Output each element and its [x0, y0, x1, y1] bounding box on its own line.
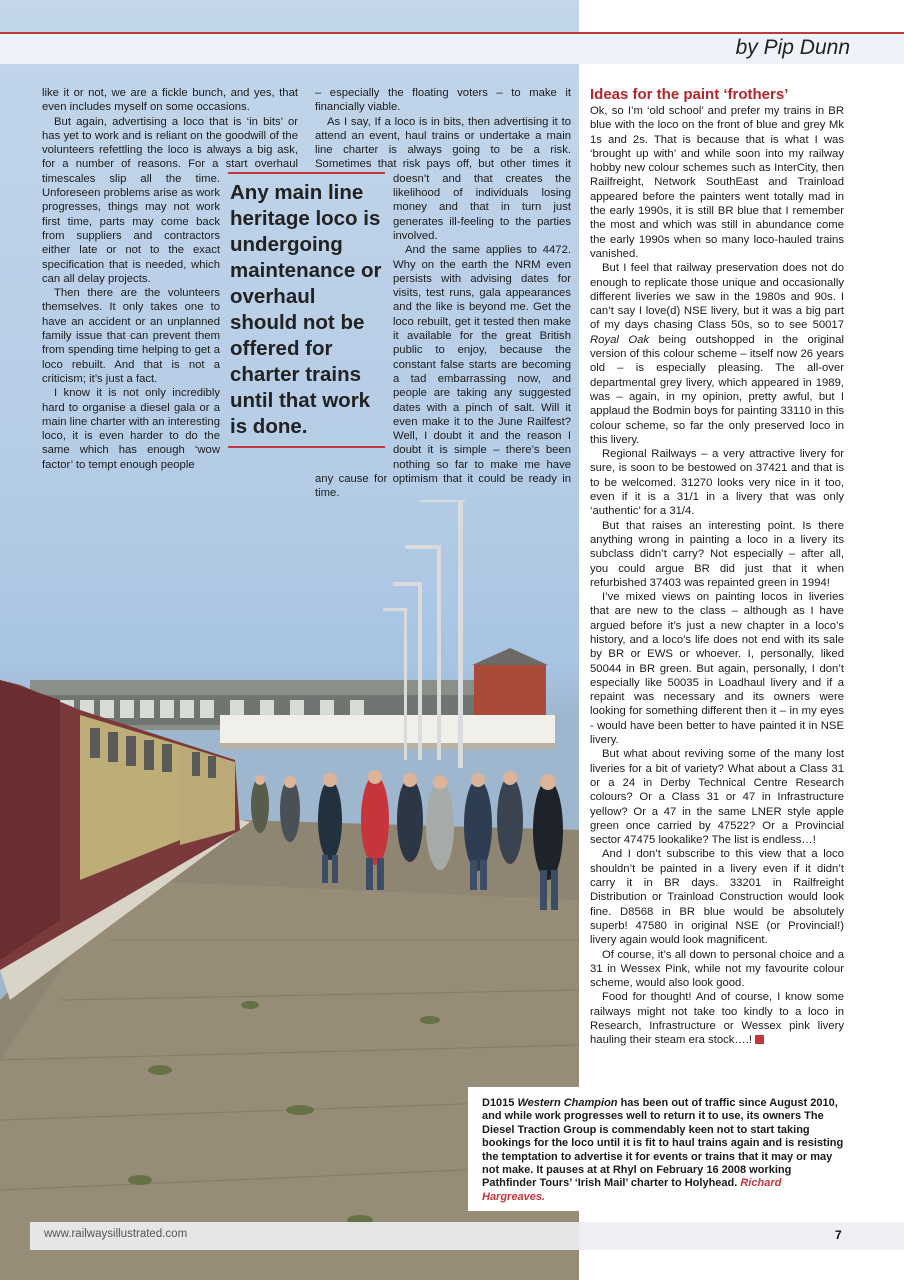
platform-canopy: [220, 715, 555, 745]
paragraph: I’ve mixed views on painting locos in liveries that are new to the class – although as I have argued before it’s just a new chapter in a loco’s history, and a loco’s life does not end with its sale by BR or EWS or whoever. I, personally, liked 50044 in BR green. But again, personally, I don’t especially like 50035 in Loadhaul livery and if a repaint was necessary and its owners were looking for something different then it – in my eyes - would have been better to have painted it in NSE livery.: [590, 591, 844, 747]
section-heading: Ideas for the paint ‘frothers’: [590, 86, 789, 103]
paragraph: – especially the floating voters – to make it financially viable.: [315, 87, 571, 114]
paragraph: Food for thought! And of course, I know some railways might not take too kindly to a loco in Research, Infrastructure or Wessex pink livery hauling their steam era stock….!: [590, 991, 844, 1047]
paragraph: But what about reviving some of the many lost liveries for a bit of variety? What about a Class 31 or a 24 in Derby Technical Centre Research colours? Or a Class 31 or 47 in Infrastructure yellow? Or a 47 in the same LNER style apple green once carried by 47522? Or a Provincial sector 47475 lookalike? The list is endless…!: [590, 748, 844, 847]
paragraph: And the same applies to 4472. Why on the earth the NRM even persists with advising dates for visits, test runs, gala appearances and the like is beyond me. Get the loco rebuilt, get it tested then make it available for the great British public to enjoy, because the constant false starts are becoming a tad embarrassing now, and people are taking any suggested dates with a pinch of salt. Will it even make it to the June Railfest? Well, I doubt it and the reason I doubt it is simple – there’s been nothing so far to make me have any cause for optimism that it could be ready in time.: [315, 244, 571, 500]
paragraph: Ok, so I’m ‘old school’ and prefer my trains in BR blue with the loco on the front of blue and grey Mk 1s and 2s. That is because that is what I was ‘brought up with’ and while soon into my railway hobby new colour schemes such as InterCity, then Railfreight, Network SouthEast and Trainload appeared before the painters went totally mad in the early 1990s, it is still BR blue that I remember the most and which was still in abundance come the early 1990s when so many loco-hauled trains vanished.: [590, 105, 844, 260]
paragraph: But again, advertising a loco that is ‘in bits’ or has yet to work and is reliant on the goodwill of the volunteers refettling the loco is always a big ask, for a number of reasons. For a start overhaul timescales slip all the time. Unforeseen problems arise as work progresses, things may not work first time, parts may come back from suppliers and contractors either late or not to the exact specification that is needed, which can all delay projects.: [42, 115, 298, 285]
photo-credit: Richard Hargreaves.: [482, 1177, 782, 1203]
tower-roof: [472, 648, 548, 665]
byline: by Pip Dunn: [735, 36, 850, 59]
paragraph: I know it is not only incredibly hard to organise a diesel gala or a main line charter with an interesting loco, it is even harder to do the same which has enough ‘wow factor’ to tempt enough people: [42, 387, 220, 471]
footer-url[interactable]: www.railwaysillustrated.com: [44, 1228, 188, 1240]
paragraph: like it or not, we are a fickle bunch, and yes, that even includes myself on some occasions.: [42, 87, 298, 114]
paragraph: But I feel that railway preservation does not do enough to replicate those unique and occasionally different liveries we saw in the 1980s and 90s. I can’t say I love(d) NSE livery, but it was a big part of my days chasing Class 50s, so to see 50017 Royal Oak being outshopped in the original version of this colour scheme – itself now 26 years old – is especially pleasing. The all-over departmental grey livery, which appeared in 1989, was – again, in my opinion, pretty awful, but I applaud the Bodmin boys for painting 33110 in this colour scheme, so far the only preserved loco in this livery.: [590, 262, 844, 446]
article-column-3: [590, 86, 844, 1048]
end-mark-icon: [755, 1035, 764, 1044]
paragraph: And I don’t subscribe to this view that a loco shouldn’t be painted in a livery even if it didn’t carry it in BR days. 33201 in Railfreight Distribution or Trainload Construction would look fine. D8568 in BR blue would be absolutely superb! 47580 in original NSE (or Provincial!) livery again would look magnificent.: [590, 848, 844, 947]
paragraph: As I say, If a loco is in bits, then advertising it to attend an event, haul trains or undertake a main line charter is always going to be a risk. Sometimes that risk pays off, but other times it doesn’t and that creates the likelihood of individuals losing money and that in turn just generates ill-feeling to the parties involved.: [315, 115, 571, 242]
photo-caption: D1015 Western Champion has been out of traffic since August 2010, and while work progresses well to return it to use, its owners The Diesel Traction Group is commendably keen not to start taking bookings for the loco until it is fit to haul trains again and is resisting the temptation to advertise it for events or trains that it may or may not make. It pauses at at Rhyl on February 16 2008 working Pathfinder Tours’ ‘Irish Mail’ charter to Holyhead. Richard Hargreaves.: [468, 1087, 852, 1211]
header-band: [0, 0, 904, 64]
paragraph: But that raises an interesting point. Is there anything wrong in painting a loco in a livery its subclass didn’t carry? Not especially – after all, you could argue BR did just that it when refurbished 37403 was repainted green in 1994!: [590, 519, 844, 589]
pull-quote: Any main line heritage loco is undergoing maintenance or overhaul should not be offered for charter trains until that work is done.: [228, 172, 385, 448]
page-number: 7: [835, 1228, 842, 1242]
paragraph: Then there are the volunteers themselves. It only takes one to have an accident or an unplanned family issue that can prevent them from spending time helping to get a loco rebuilt. And that is not a criticism; it’s just a fact.: [42, 287, 220, 385]
paragraph: Regional Railways – a very attractive livery for sure, is soon to be bestowed on 37421 and that is to be welcomed. 31270 looks very nice in it too, even if it is a 31/1 in a livery that was only ‘authentic’ for a 31/4.: [590, 448, 844, 518]
paragraph: Of course, it’s all down to personal choice and a 31 in Wessex Pink, while not my favourite colour scheme, would also look good.: [590, 948, 844, 990]
